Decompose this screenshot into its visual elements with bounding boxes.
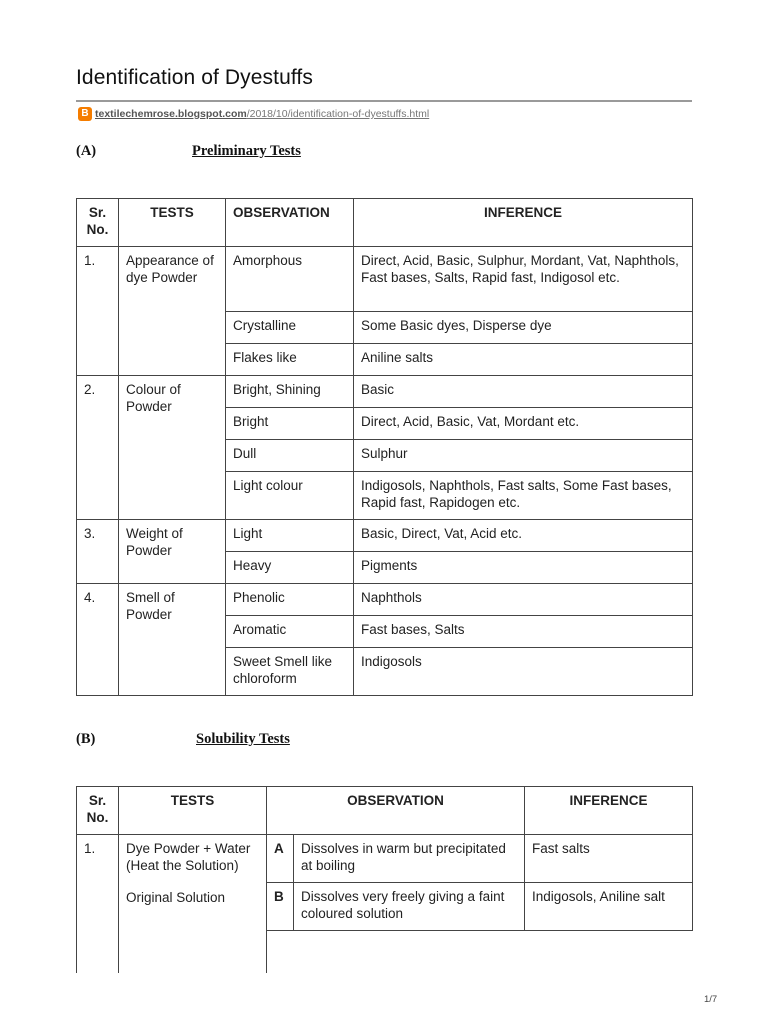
inference-cell: Pigments [354, 552, 693, 584]
section-a-heading [76, 143, 476, 163]
table-row [77, 520, 693, 552]
page-title: Identification of Dyestuffs [76, 66, 313, 89]
inference-cell: Fast bases, Salts [354, 616, 693, 648]
inference-cell: Sulphur [354, 440, 693, 472]
inference-cell: Basic, Direct, Vat, Acid etc. [354, 520, 693, 552]
observation-cell: Bright, Shining [226, 376, 354, 408]
section-a-letter: (A) [76, 143, 97, 159]
section-b-title: Solubility Tests [196, 731, 290, 747]
source-domain[interactable]: textilechemrose.blogspot.com [95, 108, 247, 120]
observation-cell: Heavy [226, 552, 354, 584]
solubility-tests-table [76, 786, 693, 973]
observation-cell: Amorphous [226, 247, 354, 312]
header-sr-no: Sr. No. [77, 199, 119, 247]
sr-no-cell: 2. [77, 376, 119, 520]
sr-no-cell: 3. [77, 520, 119, 584]
section-b-letter: (B) [76, 731, 96, 747]
test-cell: Appearance of dye Powder [119, 247, 226, 376]
test-description: Dye Powder + Water (Heat the Solution) [126, 841, 251, 873]
section-a-title: Preliminary Tests [192, 143, 301, 159]
observation-cell: Dull [226, 440, 354, 472]
inference-cell: Some Basic dyes, Disperse dye [354, 312, 693, 344]
observation-cell: Bright [226, 408, 354, 440]
sr-no-cell: 4. [77, 584, 119, 696]
table-row [77, 835, 693, 883]
table-row [77, 247, 693, 312]
empty-cell [294, 931, 525, 973]
source-link[interactable] [78, 106, 429, 122]
empty-cell [267, 931, 294, 973]
inference-cell: Indigosols, Aniline salt [525, 883, 693, 931]
observation-cell: Light colour [226, 472, 354, 520]
header-observation: OBSERVATION [226, 199, 354, 247]
sr-no-cell: 1. [77, 835, 119, 973]
header-tests: TESTS [119, 787, 267, 835]
test-cell: Smell of Powder [119, 584, 226, 696]
inference-cell: Direct, Acid, Basic, Sulphur, Mordant, Vat, Naphthols, Fast bases, Salts, Rapid fast, Indigosol etc. [354, 247, 693, 312]
observation-cell: Sweet Smell like chloroform [226, 648, 354, 696]
inference-cell: Indigosols [354, 648, 693, 696]
test-cell [119, 835, 267, 973]
header-tests: TESTS [119, 199, 226, 247]
inference-cell: Naphthols [354, 584, 693, 616]
table-header-row [77, 787, 693, 835]
sr-no-cell: 1. [77, 247, 119, 376]
table-row [77, 376, 693, 408]
table-row [77, 584, 693, 616]
observation-label: B [267, 883, 294, 931]
inference-cell: Direct, Acid, Basic, Vat, Mordant etc. [354, 408, 693, 440]
page-number: 1/7 [704, 994, 718, 1005]
observation-cell: Light [226, 520, 354, 552]
test-note: Original Solution [126, 890, 226, 905]
header-inference: INFERENCE [354, 199, 693, 247]
observation-cell: Phenolic [226, 584, 354, 616]
test-cell: Colour of Powder [119, 376, 226, 520]
observation-cell: Crystalline [226, 312, 354, 344]
empty-cell [525, 931, 693, 973]
header-observation: OBSERVATION [267, 787, 525, 835]
header-inference: INFERENCE [525, 787, 693, 835]
section-b-heading [76, 731, 476, 751]
title-divider [76, 100, 692, 102]
table-header-row [77, 199, 693, 247]
blogger-icon: B [78, 107, 92, 121]
test-cell: Weight of Powder [119, 520, 226, 584]
source-path[interactable]: /2018/10/identification-of-dyestuffs.html [246, 108, 430, 120]
header-sr-no: Sr. No. [77, 787, 119, 835]
observation-label: A [267, 835, 294, 883]
preliminary-tests-table [76, 198, 693, 696]
observation-cell: Flakes like [226, 344, 354, 376]
inference-cell: Indigosols, Naphthols, Fast salts, Some Fast bases, Rapid fast, Rapidogen etc. [354, 472, 693, 520]
inference-cell: Basic [354, 376, 693, 408]
inference-cell: Aniline salts [354, 344, 693, 376]
observation-cell: Dissolves in warm but precipitated at boiling [294, 835, 525, 883]
observation-cell: Aromatic [226, 616, 354, 648]
observation-cell: Dissolves very freely giving a faint coloured solution [294, 883, 525, 931]
inference-cell: Fast salts [525, 835, 693, 883]
